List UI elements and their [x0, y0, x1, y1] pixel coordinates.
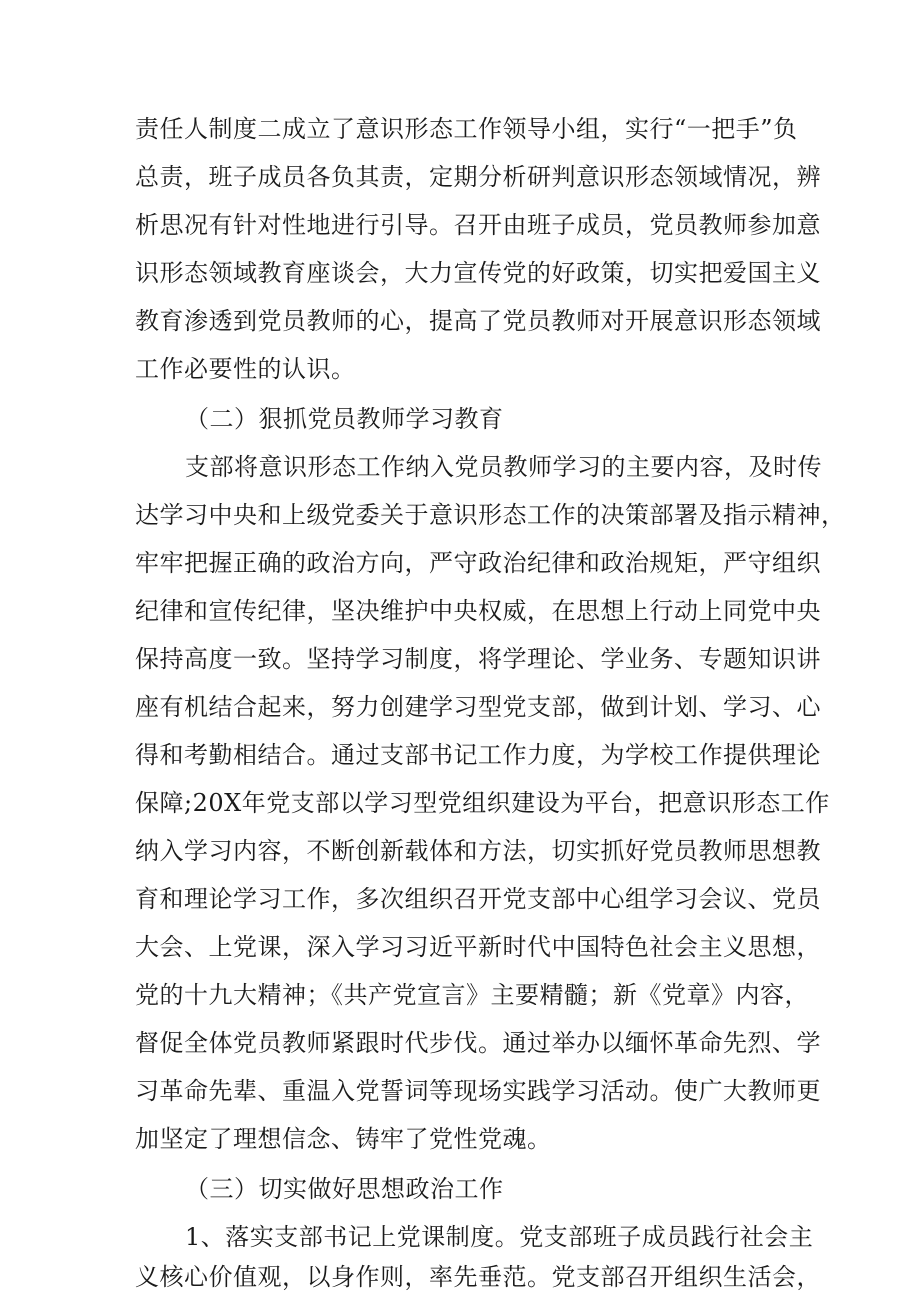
text-line: 识形态领域教育座谈会，大力宣传党的好政策，切实把爱国主义: [135, 259, 821, 287]
text-line: 得和考勤相结合。通过支部书记工作力度，为学校工作提供理论: [135, 741, 821, 769]
text-line: 纪律和宣传纪律，坚决维护中央权威，在思想上行动上同党中央: [135, 597, 821, 625]
text-line: 牢牢把握正确的政治方向，严守政治纪律和政治规矩，严守组织: [135, 549, 821, 577]
section-heading: （二）狠抓党员教师学习教育: [185, 405, 504, 433]
text-line: 教育渗透到党员教师的心，提高了党员教师对开展意识形态领域: [135, 307, 821, 335]
text-line: 纳入学习内容，不断创新载体和方法，切实抓好党员教师思想教: [135, 837, 821, 865]
text-line: 总责，班子成员各负其责，定期分析研判意识形态领域情况，辨: [135, 163, 821, 191]
text-line: 义核心价值观，以身作则，率先垂范。党支部召开组织生活会，: [135, 1263, 821, 1291]
text-line: 大会、上党课，深入学习习近平新时代中国特色社会主义思想，: [135, 933, 821, 961]
text-line: 责任人制度二成立了意识形态工作领导小组，实行“一把手”负: [135, 115, 798, 143]
text-line: 析思况有针对性地进行引导。召开由班子成员，党员教师参加意: [135, 211, 821, 239]
paragraph-first-line: 支部将意识形态工作纳入党员教师学习的主要内容，及时传: [185, 453, 822, 481]
text-line: 习革命先辈、重温入党誓词等现场实践学习活动。使广大教师更: [135, 1077, 821, 1105]
text-line: 达学习中央和上级党委关于意识形态工作的决策部署及指示精神，: [135, 501, 846, 529]
text-line: 党的十九大精神；《共产党宣言》主要精髓；新《党章》内容，: [135, 981, 809, 1009]
text-line: 工作必要性的认识。: [135, 355, 356, 383]
text-line: 座有机结合起来，努力创建学习型党支部，做到计划、学习、心: [135, 693, 821, 721]
text-line: 督促全体党员教师紧跟时代步伐。通过举办以缅怀革命先烈、学: [135, 1029, 821, 1057]
text-line: 加坚定了理想信念、铸牢了党性党魂。: [135, 1125, 552, 1153]
text-line: 育和理论学习工作，多次组织召开党支部中心组学习会议、党员: [135, 885, 821, 913]
section-heading: （三）切实做好思想政治工作: [185, 1175, 504, 1203]
text-line: 保持高度一致。坚持学习制度，将学理论、学业务、专题知识讲: [135, 645, 821, 673]
paragraph-first-line: 1、落实支部书记上党课制度。党支部班子成员践行社会主: [185, 1223, 814, 1251]
text-line: 保障;20X年党支部以学习型党组织建设为平台，把意识形态工作: [135, 789, 830, 817]
